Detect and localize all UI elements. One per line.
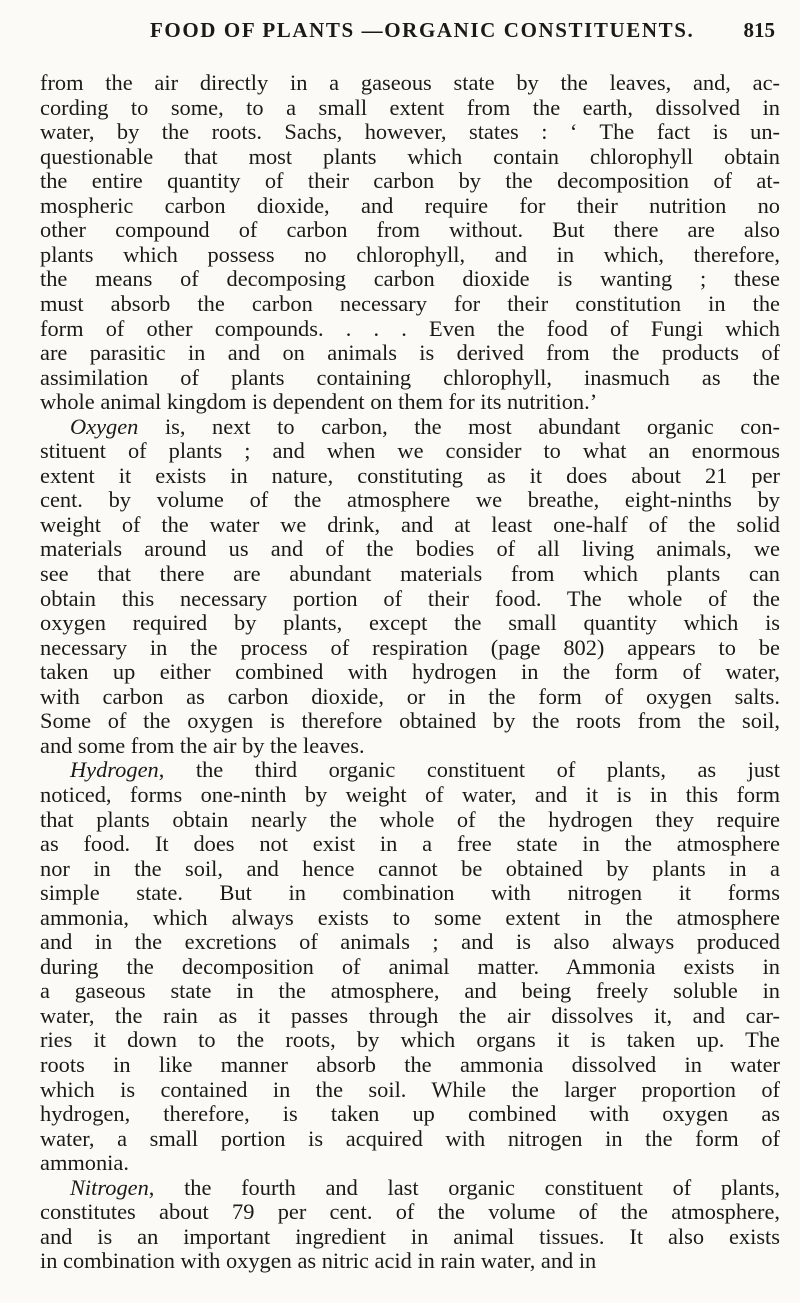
page-header xyxy=(150,18,775,52)
line-text: necessary in the process of respiration (page 802) appears to be xyxy=(40,634,780,660)
text-line xyxy=(40,242,780,268)
line-text: weight of the water we drink, and at least one-half of the solid xyxy=(40,511,780,537)
line-text: materials around us and of the bodies of all living animals, we xyxy=(40,536,780,562)
text-line xyxy=(40,316,780,342)
line-text: and is an important ingredient in animal tissues. It also exists xyxy=(40,1223,780,1249)
line-text: , the third organic constituent of plants, as just xyxy=(158,757,780,783)
line-text: mospheric carbon dioxide, and require for their nutrition no xyxy=(40,192,780,218)
paragraph-lead-term: Oxygen xyxy=(70,413,139,439)
text-line xyxy=(40,1077,780,1103)
line-text: the entire quantity of their carbon by the decomposition of at- xyxy=(40,168,780,194)
text-line xyxy=(70,1175,780,1201)
line-text: simple state. But in combination with nitrogen it forms xyxy=(40,880,780,906)
text-line xyxy=(40,561,780,587)
line-text: noticed, forms one-ninth by weight of water, and it is in this form xyxy=(40,781,780,807)
text-line xyxy=(40,659,780,685)
line-text: cording to some, to a small extent from the earth, dissolved in xyxy=(40,94,780,120)
line-text: questionable that most plants which contain chlorophyll obtain xyxy=(40,143,780,169)
text-line xyxy=(40,1199,780,1225)
text-line xyxy=(40,144,780,170)
line-text: obtain this necessary portion of their food. The whole of the xyxy=(40,585,780,611)
line-text: water, a small portion is acquired with nitrogen in the form of xyxy=(40,1125,780,1151)
line-text: other compound of carbon from without. But there are also xyxy=(40,217,780,243)
line-text: ammonia. xyxy=(40,1150,129,1176)
text-line xyxy=(40,856,780,882)
line-text: , the fourth and last organic constituent of plants, xyxy=(148,1174,780,1200)
line-text: that plants obtain nearly the whole of the hydrogen they require xyxy=(40,806,780,832)
text-line xyxy=(40,586,780,612)
line-text: see that there are abundant materials from which plants can xyxy=(40,561,780,586)
line-text: plants which possess no chlorophyll, and in which, therefore, xyxy=(40,241,780,267)
line-text: which is contained in the soil. While the larger proportion of xyxy=(40,1076,780,1102)
line-text: and some from the air by the leaves. xyxy=(40,732,365,758)
text-line xyxy=(40,536,780,562)
text-line xyxy=(40,782,780,808)
text-line xyxy=(40,438,780,464)
running-head: FOOD OF PLANTS —ORGANIC CONSTITUENTS. xyxy=(150,18,695,42)
line-text: taken up either combined with hydrogen in the form of water, xyxy=(40,659,780,685)
text-line xyxy=(70,414,780,440)
text-line xyxy=(40,831,780,857)
line-text: as food. It does not exist in a free state in the atmosphere xyxy=(40,831,780,857)
line-text: water, by the roots. Sachs, however, states : ‘ The fact is un- xyxy=(40,119,780,145)
line-text: whole animal kingdom is dependent on them for its nutrition.’ xyxy=(40,389,598,415)
line-text: stituent of plants ; and when we consider to what an enormous xyxy=(40,438,780,464)
line-text: form of other compounds. . . . Even the food of Fungi which xyxy=(40,315,780,341)
text-line xyxy=(40,463,780,489)
line-text: extent it exists in nature, constituting as it does about 21 per xyxy=(40,462,780,488)
paragraph-lead-term: Hydrogen xyxy=(70,757,159,783)
text-line xyxy=(40,635,780,661)
line-text: assimilation of plants containing chlorophyll, inasmuch as the xyxy=(40,364,780,390)
line-text: and in the excretions of animals ; and is also always produced xyxy=(40,929,780,955)
text-line xyxy=(40,733,780,759)
text-line xyxy=(40,119,780,145)
text-line xyxy=(40,978,780,1004)
line-text: must absorb the carbon necessary for their constitution in the xyxy=(40,290,780,316)
line-text: ammonia, which always exists to some extent in the atmosphere xyxy=(40,904,780,930)
text-line xyxy=(40,291,780,317)
line-text: the means of decomposing carbon dioxide is wanting ; these xyxy=(40,266,780,292)
text-line xyxy=(40,684,780,710)
text-line xyxy=(40,193,780,219)
text-line xyxy=(40,365,780,391)
text-line xyxy=(40,1101,780,1127)
line-text: are parasitic in and on animals is derived from the products of xyxy=(40,340,780,366)
text-line xyxy=(40,1150,780,1176)
text-line xyxy=(40,708,780,734)
line-text: in combination with oxygen as nitric acid in rain water, and in xyxy=(40,1248,597,1274)
line-text: water, the rain as it passes through the air dissolves it, and car- xyxy=(40,1002,780,1028)
line-text: a gaseous state in the atmosphere, and being freely soluble in xyxy=(40,978,780,1004)
text-line xyxy=(40,1224,780,1250)
line-text: oxygen required by plants, except the small quantity which is xyxy=(40,610,780,636)
line-text: roots in like manner absorb the ammonia dissolved in water xyxy=(40,1052,780,1077)
line-text: Some of the oxygen is therefore obtained by the roots from the soil, xyxy=(40,708,780,734)
text-line xyxy=(40,929,780,955)
text-line xyxy=(40,217,780,243)
line-text: during the decomposition of animal matter. Ammonia exists in xyxy=(40,953,780,979)
line-text: with carbon as carbon dioxide, or in the form of oxygen salts. xyxy=(40,683,780,709)
text-line xyxy=(40,954,780,980)
text-line xyxy=(40,340,780,366)
line-text: ries it down to the roots, by which organs it is taken up. The xyxy=(40,1027,780,1053)
text-line xyxy=(40,266,780,292)
text-line xyxy=(40,1003,780,1029)
text-line xyxy=(40,512,780,538)
text-line xyxy=(40,1052,780,1078)
text-line xyxy=(40,610,780,636)
line-text: is, next to carbon, the most abundant organic con- xyxy=(138,413,780,439)
line-text: from the air directly in a gaseous state by the leaves, and, ac- xyxy=(40,70,780,95)
text-line xyxy=(40,905,780,931)
line-text: nor in the soil, and hence cannot be obtained by plants in a xyxy=(40,855,780,881)
line-text: cent. by volume of the atmosphere we breathe, eight-ninths by xyxy=(40,487,780,513)
text-line xyxy=(40,168,780,194)
text-line xyxy=(40,70,780,96)
text-line xyxy=(40,487,780,513)
text-line xyxy=(70,757,780,783)
text-line xyxy=(40,389,780,415)
page-number: 815 xyxy=(743,18,775,42)
text-line xyxy=(40,880,780,906)
text-line xyxy=(40,807,780,833)
line-text: constitutes about 79 per cent. of the volume of the atmosphere, xyxy=(40,1199,780,1225)
line-text: hydrogen, therefore, is taken up combined with oxygen as xyxy=(40,1101,780,1127)
text-line xyxy=(40,1126,780,1152)
text-line xyxy=(40,1027,780,1053)
text-line xyxy=(40,1248,780,1274)
text-line xyxy=(40,95,780,121)
paragraph-lead-term: Nitrogen xyxy=(70,1174,149,1200)
